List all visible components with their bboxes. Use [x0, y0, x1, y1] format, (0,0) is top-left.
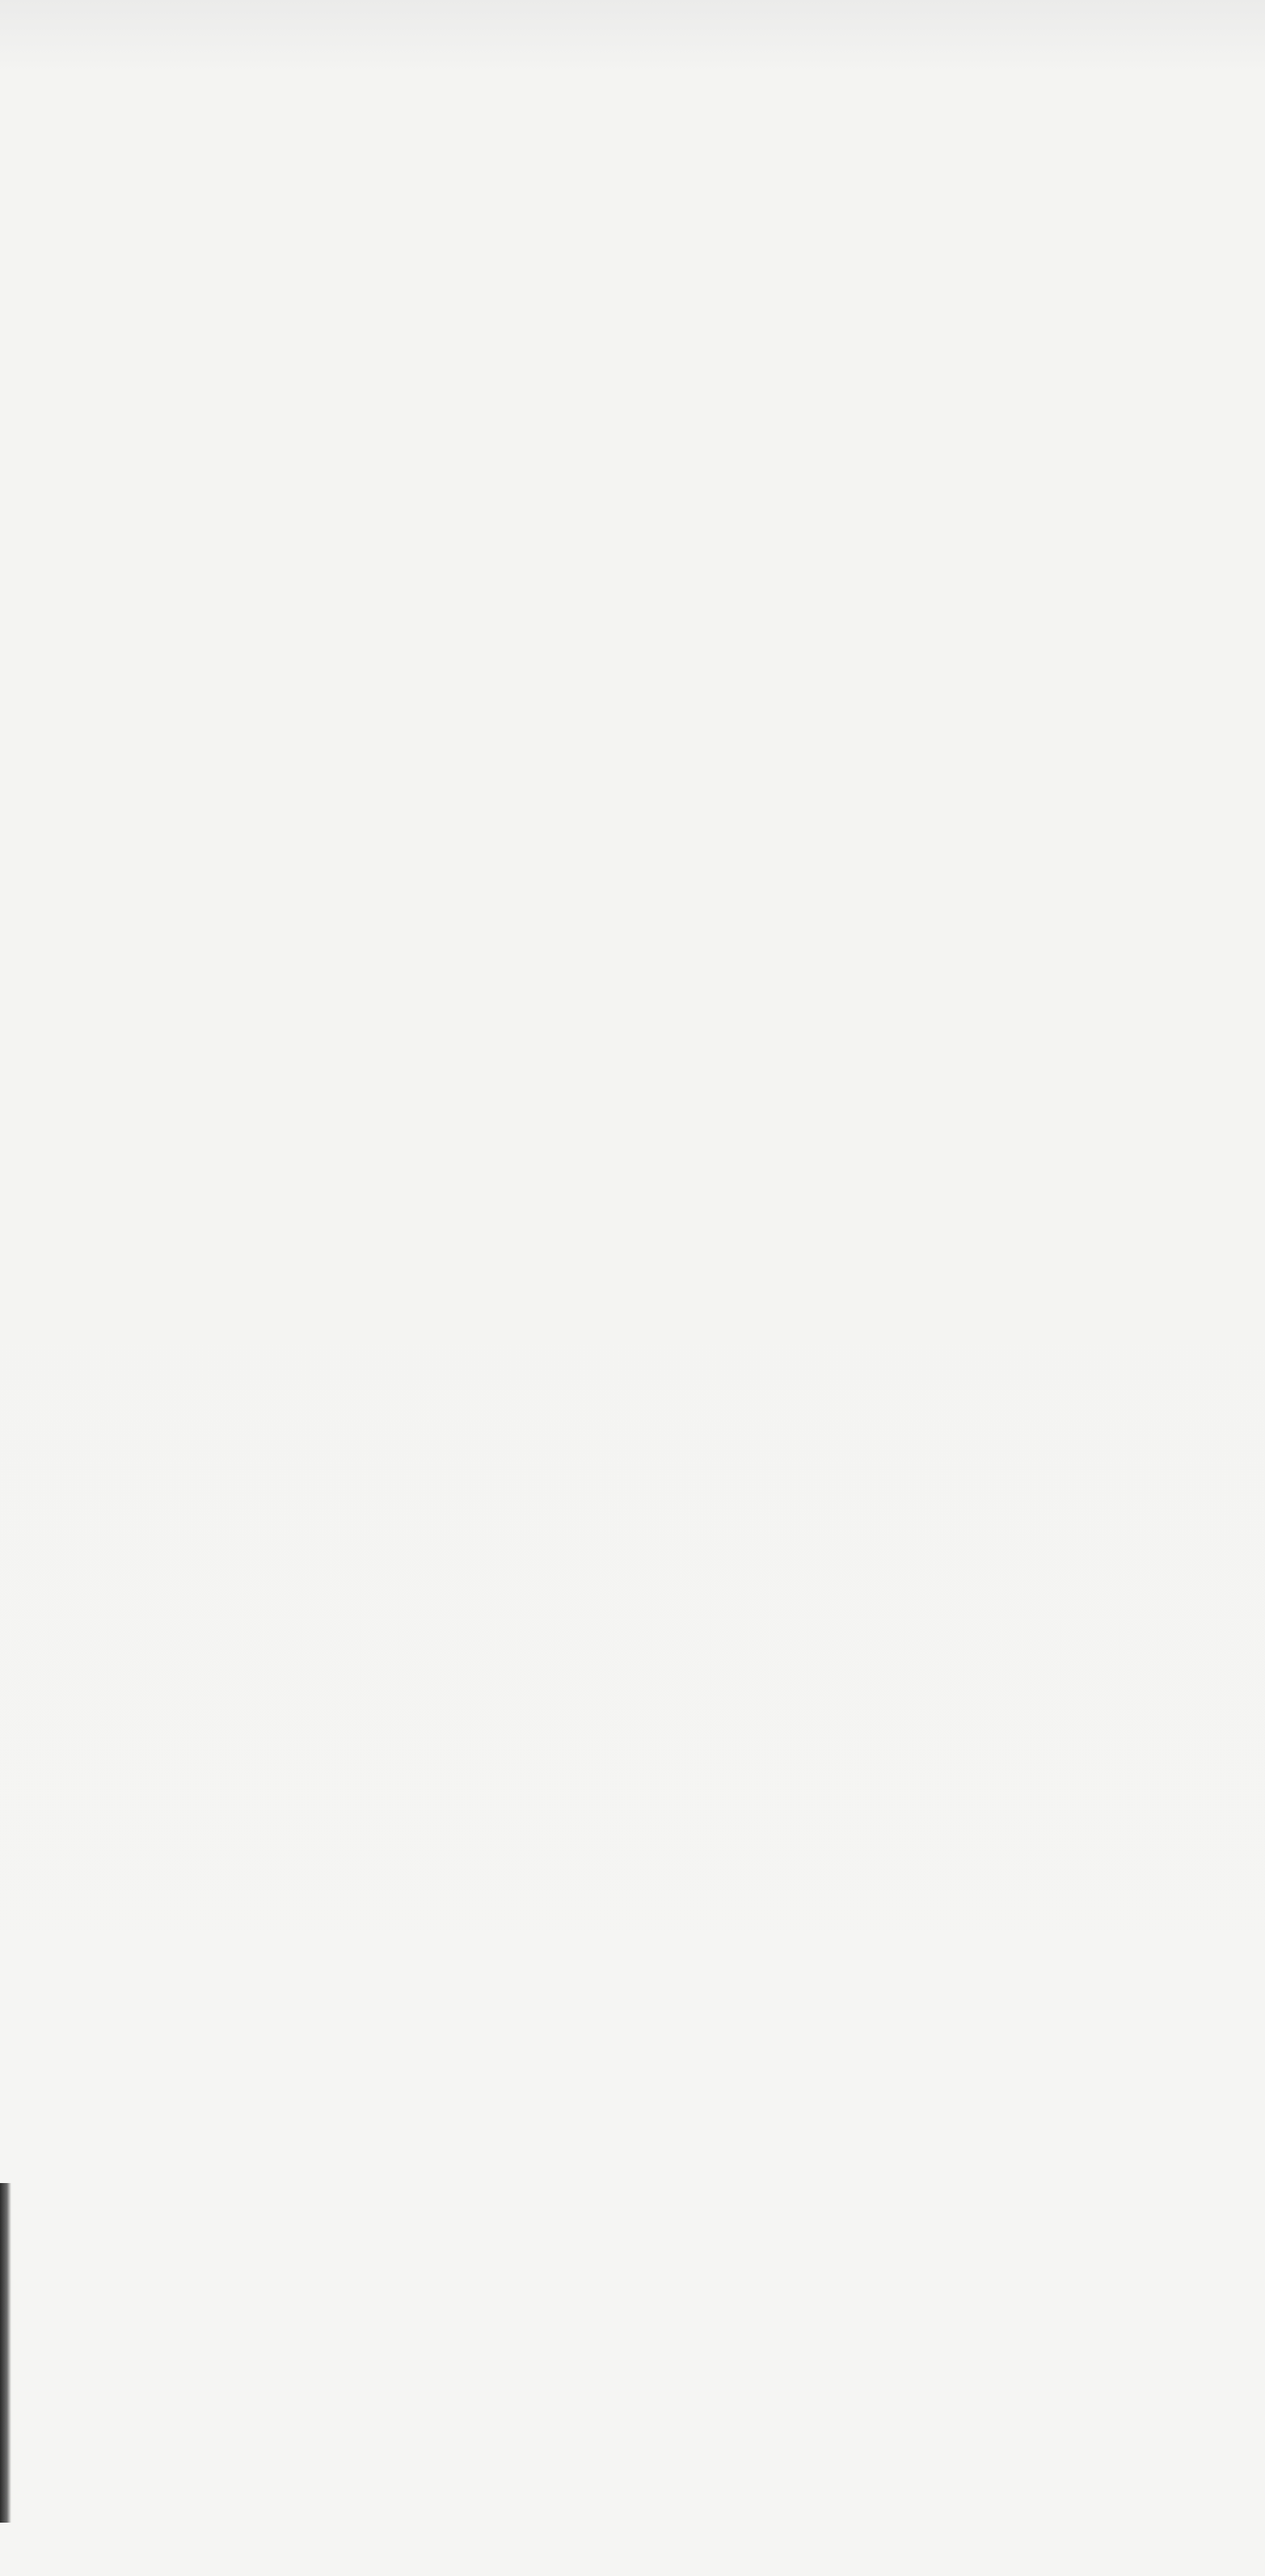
lesson1-title [105, 220, 1180, 288]
test-title [105, 356, 1180, 424]
lesson4-title [105, 492, 1180, 560]
lesson2-title [105, 288, 1180, 356]
answer-content [105, 142, 1180, 560]
lesson3-title [105, 424, 1180, 492]
book-spine-shadow [0, 2183, 11, 2523]
unit-title [105, 142, 1180, 220]
